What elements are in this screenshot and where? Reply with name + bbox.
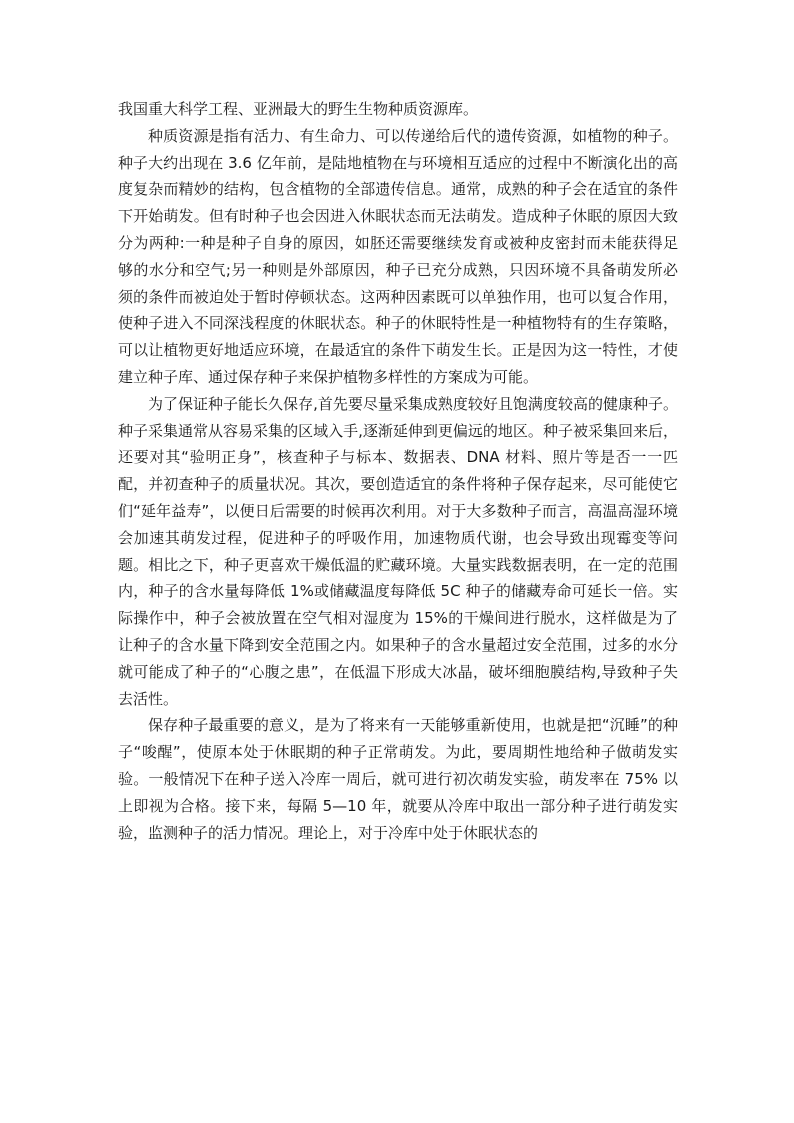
paragraph-1: 我国重大科学工程、亚洲最大的野生生物种质资源库。 — [118, 100, 479, 118]
paragraph-2: 种质资源是指有活力、有生命力、可以传递给后代的遗传资源，如植物的种子。种子大约出现在 3.6 亿年前，是陆地植物在与环境相互适应的过程中不断演化出的高度复杂而精妙的结构，包含植物的全部遗传信息。通常，成熟的种子会在适宜的条件下开始萌发。但有时种子也会因进入休眠状态而无法萌发。造成种子休眠的原因大致分为两种:一种是种子自身的原因，如胚还需要继续发育或被种皮密封而未能获得足够的水分和空气;另一种则是外部原因，种子已充分成熟，只因环境不具备萌发所必须的条件而被迫处于暂时停顿状态。这两种因素既可以单独作用，也可以复合作用，使种子进入不同深浅程度的休眠状态。种子的休眠特性是一种植物特有的生存策略，可以让植物更好地适应环境，在最适宜的条件下萌发生长。正是因为这一特性，才使建立种子库、通过保存种子来保护植物多样性的方案成为可能。 — [118, 126, 678, 386]
paragraph-4: 保存种子最重要的意义，是为了将来有一天能够重新使用，也就是把“沉睡”的种子“唆醒”，使原本处于休眠期的种子正常萌发。为此，要周期性地给种子做萌发实验。一般情况下在种子送入冷库一周后，就可进行初次萌发实验，萌发率在 75% 以上即视为合格。接下来，每隔 5—10 年，就要从冷库中取出一部分种子进行萌发实验，监测种子的活力情况。理论上，对于冷库中处于休眠状态的 — [118, 716, 678, 842]
paragraph-3: 为了保证种子能长久保存,首先要尽量采集成熟度较好且饱满度较高的健康种子。种子采集通常从容易采集的区域入手,逐渐延伸到更偏远的地区。种子被采集回来后，还要对其“验明正身”，核查种子与标本、数据表、DNA 材料、照片等是否一一匹配，并初查种子的质量状况。其次，要创造适宜的条件将种子保存起来，尽可能使它们“延年益寿”，以便日后需要的时候再次利用。对于大多数种子而言，高温高湿环境会加速其萌发过程，促进种子的呼吸作用，加速物质代谢，也会导致出现霉变等问题。相比之下，种子更喜欢干燥低温的贮藏环境。大量实践数据表明，在一定的范围内，种子的含水量每降低 1%或储藏温度每降低 5C 种子的储藏寿命可延长一倍。实际操作中，种子会被放置在空气相对湿度为 15%的干燥间进行脱水，这样做是为了让种子的含水量下降到安全范围之内。如果种子的含水量超过安全范围，过多的水分就可能成了种子的“心腹之患”，在低温下形成大冰晶，破坏细胞膜结构,导致种子失去活性。 — [118, 394, 678, 708]
document-page — [118, 96, 678, 846]
